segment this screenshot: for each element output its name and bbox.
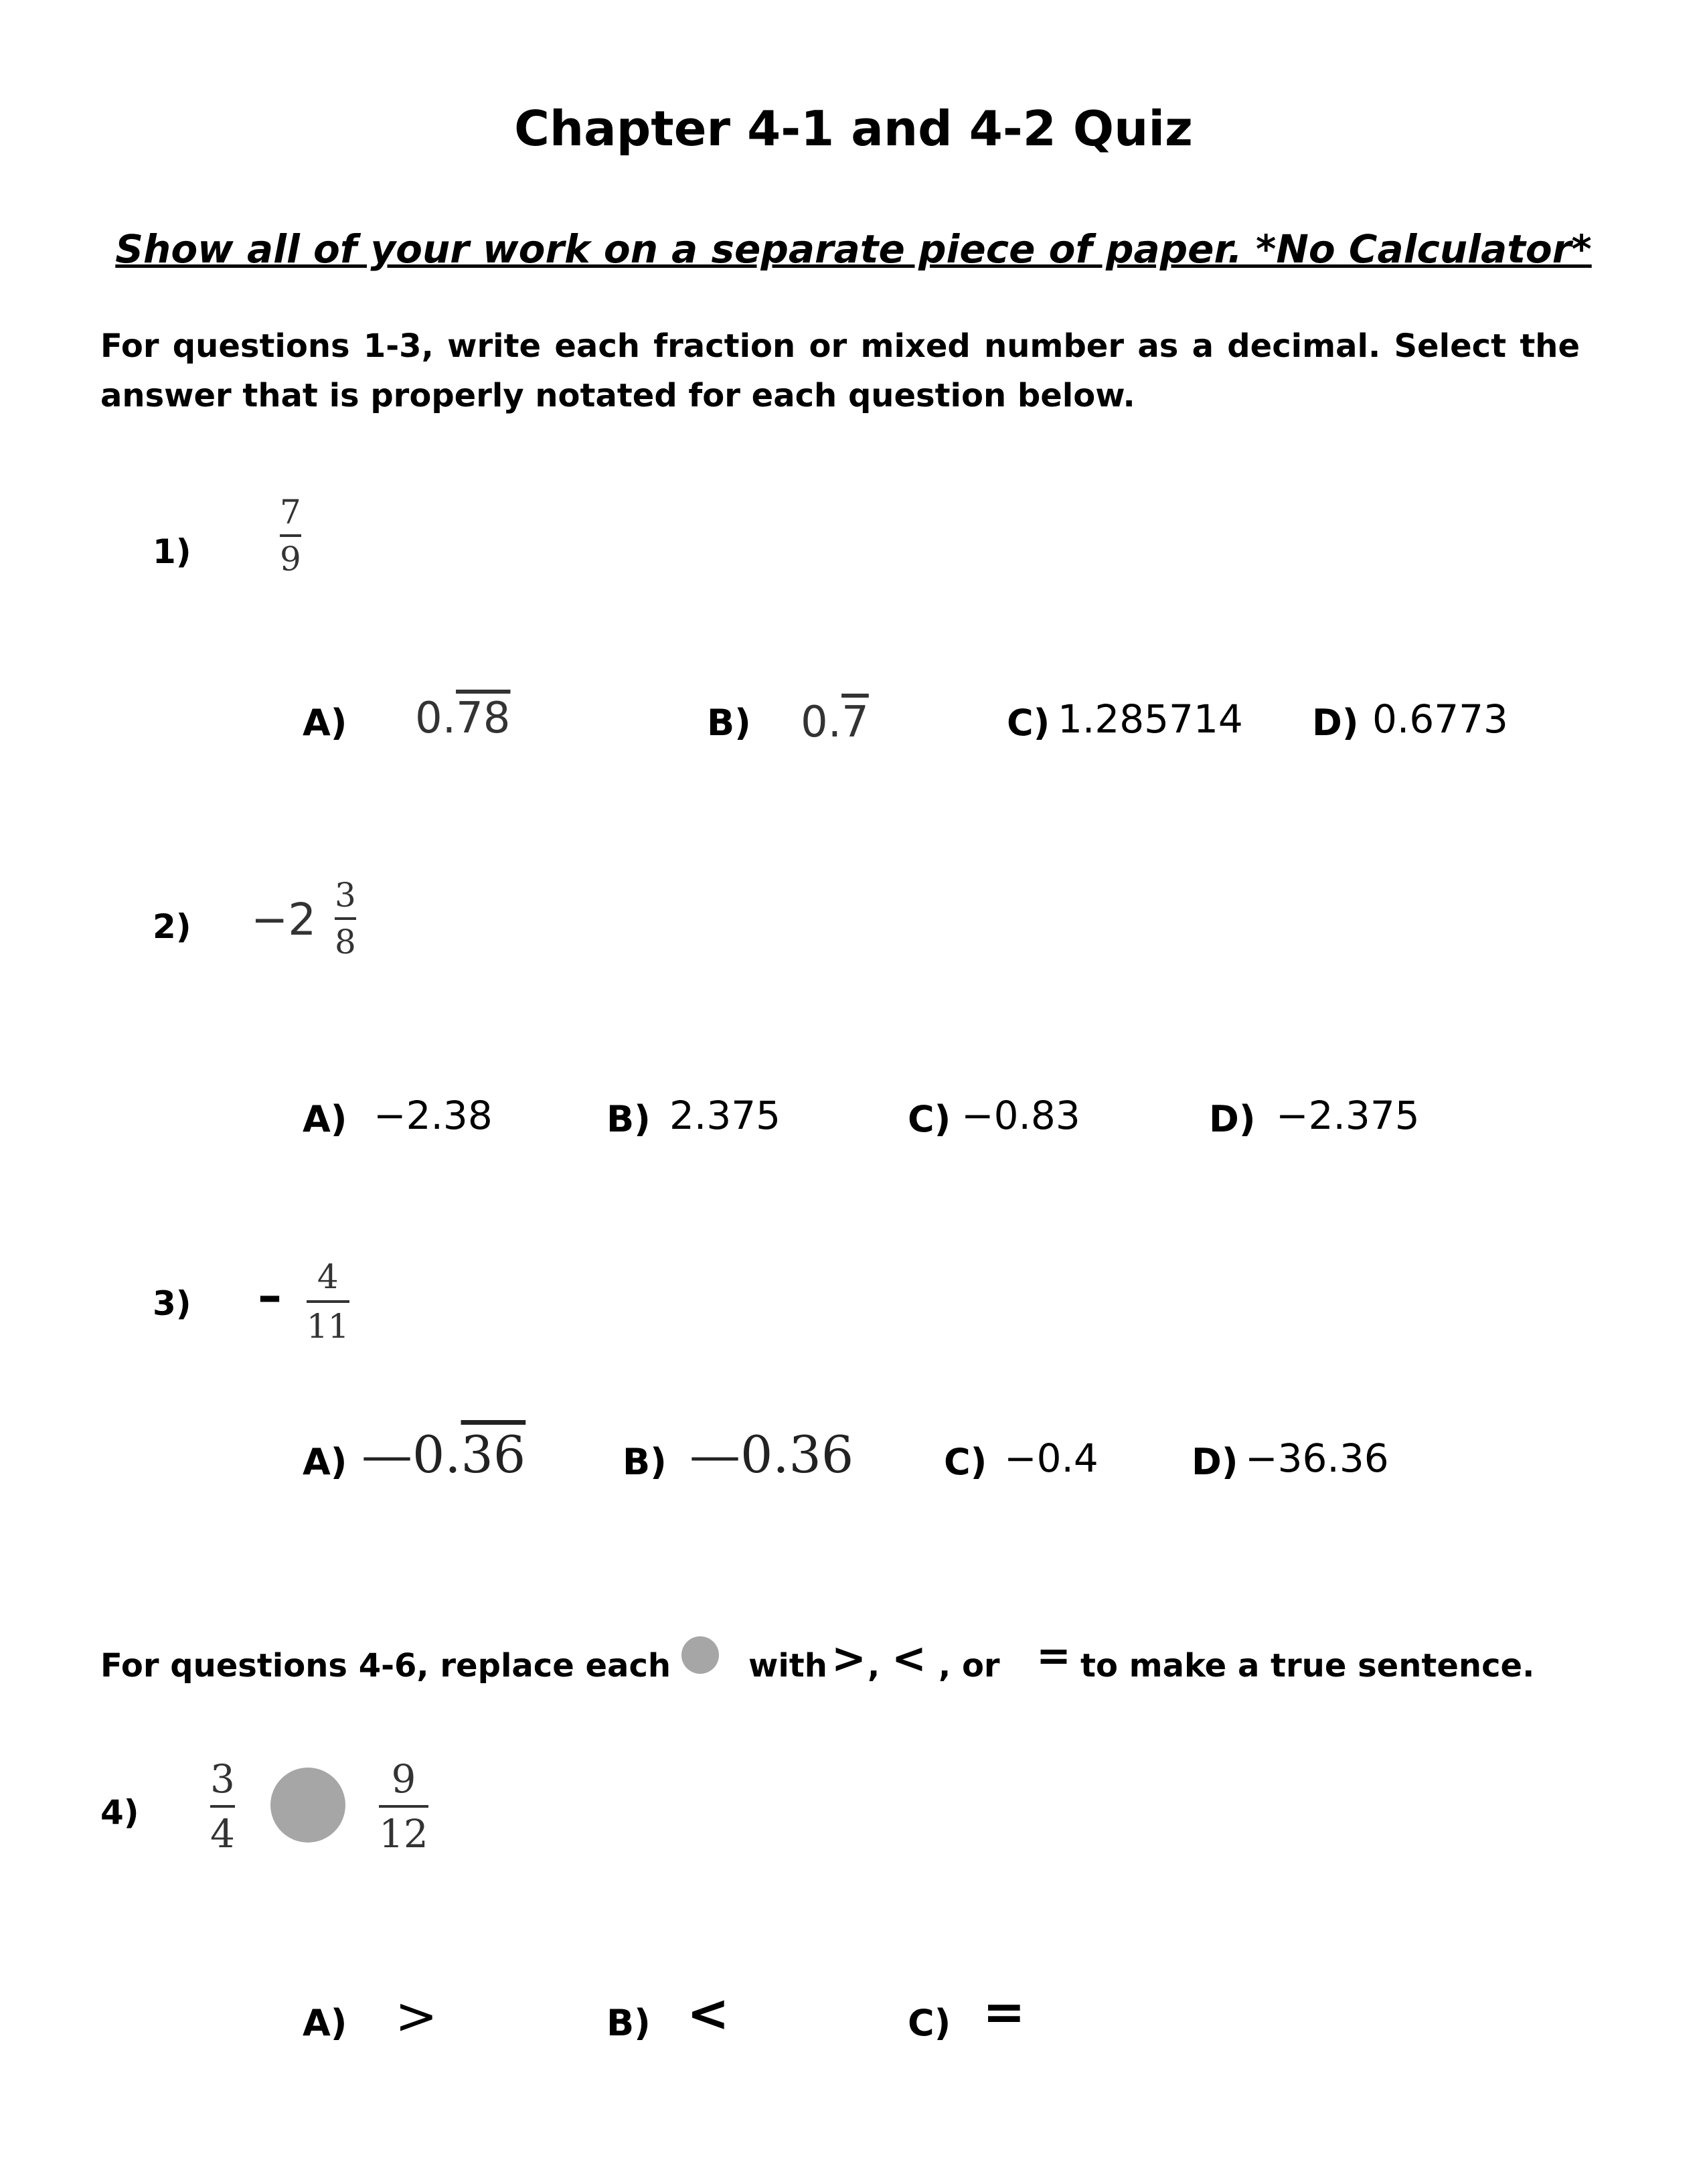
- q1-option-c-letter[interactable]: C): [1007, 702, 1050, 744]
- q3-fraction: [307, 1257, 349, 1346]
- q3-option-b-letter[interactable]: B): [623, 1441, 667, 1483]
- q1-a-int: 0.: [415, 694, 457, 743]
- q1-b-int: 0.: [801, 698, 842, 747]
- q2-option-c-letter[interactable]: C): [908, 1098, 951, 1140]
- q1-option-d[interactable]: 0.6773: [1372, 696, 1508, 742]
- equals-symbol: =: [1036, 1631, 1071, 1680]
- q4-number: 4): [100, 1793, 139, 1832]
- q3-denominator: 11: [307, 1307, 349, 1346]
- q1-b-repeat: 7: [841, 698, 869, 747]
- page-subtitle: Show all of your work on a separate piece of paper. *No Calculator*: [115, 226, 1592, 272]
- q3-option-c-letter[interactable]: C): [944, 1441, 987, 1483]
- placeholder-circle-icon: [681, 1636, 719, 1674]
- section2-instructions-part4: to make a true sentence.: [1080, 1647, 1535, 1685]
- q1-option-c[interactable]: 1.285714: [1058, 696, 1243, 742]
- q4-left-denominator: 4: [210, 1811, 235, 1857]
- q2-option-d-letter[interactable]: D): [1209, 1098, 1256, 1140]
- q2-option-a[interactable]: −2.38: [374, 1093, 493, 1138]
- less-than-symbol: <: [892, 1634, 926, 1683]
- q3-option-b[interactable]: —0.36: [689, 1425, 854, 1484]
- q3-numerator: 4: [317, 1257, 339, 1296]
- fraction-bar: [335, 917, 356, 920]
- q3-option-a-letter[interactable]: A): [303, 1441, 347, 1483]
- q4-left-fraction: [210, 1756, 235, 1857]
- q4-option-b[interactable]: <: [687, 1983, 730, 2043]
- q2-denominator: 8: [335, 923, 356, 961]
- fraction-bar: [280, 534, 301, 537]
- q4-right-numerator: 9: [391, 1756, 416, 1802]
- q1-number: 1): [153, 532, 191, 571]
- q2-option-b[interactable]: 2.375: [669, 1093, 781, 1138]
- q2-numerator: 3: [335, 876, 356, 915]
- q2-fraction: [335, 878, 356, 959]
- q1-option-a-letter[interactable]: A): [303, 702, 347, 744]
- q3-a-repeat: 36: [461, 1425, 526, 1484]
- q4-left-numerator: 3: [210, 1756, 235, 1802]
- q1-numerator: 7: [280, 493, 301, 532]
- q3-option-d[interactable]: −36.36: [1245, 1435, 1389, 1481]
- q3-option-d-letter[interactable]: D): [1192, 1441, 1238, 1483]
- q2-whole: −2: [251, 894, 317, 945]
- section2-instructions-or: , or: [939, 1647, 1000, 1685]
- fraction-bar: [307, 1300, 349, 1303]
- q2-option-a-letter[interactable]: A): [303, 1098, 347, 1140]
- q4-option-b-letter[interactable]: B): [606, 2002, 651, 2044]
- page-title: Chapter 4-1 and 4-2 Quiz: [514, 100, 1193, 157]
- q1-a-repeat: 78: [456, 694, 511, 743]
- q3-sign: –: [258, 1267, 282, 1324]
- q1-option-d-letter[interactable]: D): [1312, 702, 1359, 744]
- comma: ,: [868, 1647, 880, 1685]
- placeholder-circle-icon: [270, 1768, 345, 1843]
- section1-instructions: For questions 1-3, write each fraction or mixed number as a decimal. Select the answer that is properly notated for each question below.: [100, 327, 1580, 414]
- q4-option-c-letter[interactable]: C): [908, 2002, 951, 2044]
- q4-right-fraction: [379, 1756, 428, 1857]
- q3-a-int: —0.: [361, 1425, 461, 1484]
- q3-option-a[interactable]: [361, 1425, 525, 1484]
- q2-option-b-letter[interactable]: B): [606, 1098, 651, 1140]
- fraction-bar: [379, 1805, 428, 1808]
- q3-number: 3): [153, 1284, 191, 1323]
- q1-denominator: 9: [280, 540, 301, 578]
- q1-fraction: [280, 495, 301, 576]
- q4-option-a-letter[interactable]: A): [303, 2002, 347, 2044]
- q4-right-denominator: 12: [379, 1811, 428, 1857]
- q2-option-d[interactable]: −2.375: [1276, 1093, 1420, 1138]
- section2-instructions-with: with: [748, 1647, 827, 1685]
- q1-option-b-letter[interactable]: B): [707, 702, 751, 744]
- q4-option-c[interactable]: =: [983, 1982, 1026, 2041]
- section2-instructions-part1: For questions 4-6, replace each: [100, 1647, 671, 1685]
- q3-option-c[interactable]: −0.4: [1004, 1435, 1099, 1481]
- q2-option-c[interactable]: −0.83: [961, 1093, 1080, 1138]
- q1-option-a[interactable]: [415, 694, 511, 743]
- fraction-bar: [210, 1805, 235, 1808]
- q4-option-a[interactable]: >: [395, 1986, 438, 2045]
- q1-option-b[interactable]: [801, 698, 869, 747]
- greater-than-symbol: >: [831, 1634, 866, 1683]
- q2-number: 2): [153, 907, 191, 946]
